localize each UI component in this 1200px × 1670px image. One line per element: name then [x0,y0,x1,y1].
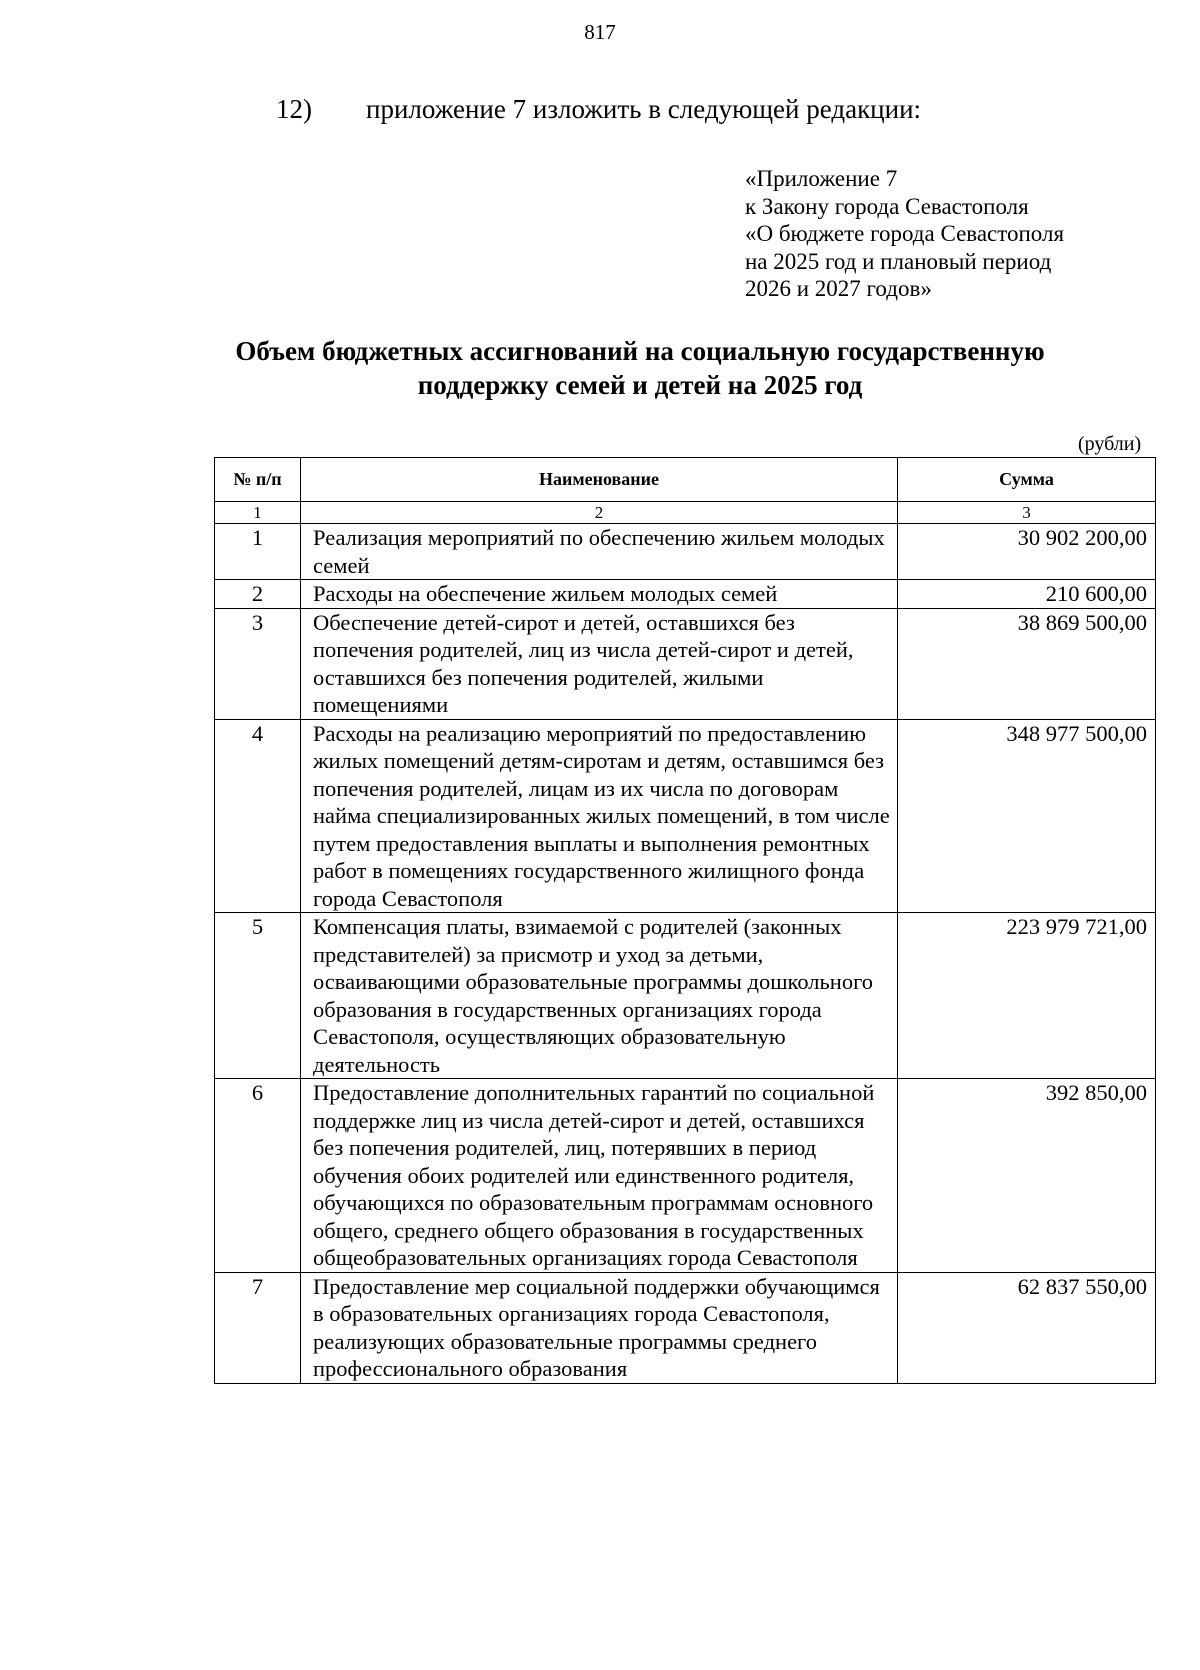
amendment-item [276,94,921,125]
row-number: 5 [215,913,301,1079]
row-name: Реализация мероприятий по обеспечению жильем молодых семей [301,524,898,580]
column-number: 1 [215,502,301,524]
table-row [215,719,1156,913]
row-sum: 223 979 721,00 [898,913,1156,1079]
document-title-line: Объем бюджетных ассигнований на социальную государственную [235,336,1045,366]
table-header-row [215,458,1156,502]
row-number: 2 [215,580,301,609]
header-name: Наименование [301,458,898,502]
row-name: Обеспечение детей-сирот и детей, оставшихся без попечения родителей, лиц из числа детей-сирот и детей, оставшихся без попечения родителей, жилыми помещениями [301,608,898,719]
row-sum: 38 869 500,00 [898,608,1156,719]
document-title [140,334,1140,402]
row-sum: 62 837 550,00 [898,1272,1156,1383]
row-number: 1 [215,524,301,580]
row-sum: 392 850,00 [898,1079,1156,1273]
appendix-ref-line: «О бюджете города Севастополя [745,221,1065,246]
table-row [215,1272,1156,1383]
column-number-row [215,502,1156,524]
row-name: Расходы на обеспечение жильем молодых семей [301,580,898,609]
table-row [215,1079,1156,1273]
column-number: 3 [898,502,1156,524]
header-num: № п/п [215,458,301,502]
row-name: Расходы на реализацию мероприятий по предоставлению жилых помещений детям-сиротам и детям, оставшимся без попечения родителей, лицам из их числа по договорам найма специализированных жилых помещений, в том числе путем предоставления выплаты и выполнения ремонтных работ в помещениях государственного жилищного фонда города Севастополя [301,719,898,913]
document-title-line: поддержку семей и детей на 2025 год [417,370,863,400]
row-number: 3 [215,608,301,719]
appendix-ref-line: «Приложение 7 [745,166,898,191]
budget-table [214,457,1156,1384]
row-name: Компенсация платы, взимаемой с родителей (законных представителей) за присмотр и уход за детьми, осваивающими образовательные программы дошкольного образования в государственных организациях города Севастополя, осуществляющих образовательную деятельность [301,913,898,1079]
row-sum: 210 600,00 [898,580,1156,609]
appendix-ref-line: на 2025 год и плановый период [745,248,1052,274]
table-row [215,913,1156,1079]
table-row [215,608,1156,719]
appendix-ref-line: 2026 и 2027 годов» [745,276,932,301]
row-name: Предоставление мер социальной поддержки обучающимся в образовательных организациях города Севастополя, реализующих образовательные программы среднего профессионального образования [301,1272,898,1383]
units-label: (рубли) [1078,433,1142,455]
amendment-item-text: приложение 7 изложить в следующей редакции: [366,94,922,124]
table-row [215,524,1156,580]
row-number: 6 [215,1079,301,1273]
column-number: 2 [301,502,898,524]
page-number: 817 [584,20,616,44]
row-name: Предоставление дополнительных гарантий по социальной поддержке лиц из числа детей-сирот и детей, оставшихся без попечения родителей, лиц, потерявших в период обучения обоих родителей или единственного родителя, обучающихся по образовательным программам основного общего, среднего общего образования в государственных общеобразовательных организациях города Севастополя [301,1079,898,1273]
appendix-ref-line: к Закону города Севастополя [745,193,1029,219]
row-sum: 348 977 500,00 [898,719,1156,913]
amendment-item-number: 12) [276,94,312,124]
row-number: 7 [215,1272,301,1383]
header-sum: Сумма [898,458,1156,502]
row-number: 4 [215,719,301,913]
appendix-reference [745,165,1064,303]
table-row [215,580,1156,609]
row-sum: 30 902 200,00 [898,524,1156,580]
